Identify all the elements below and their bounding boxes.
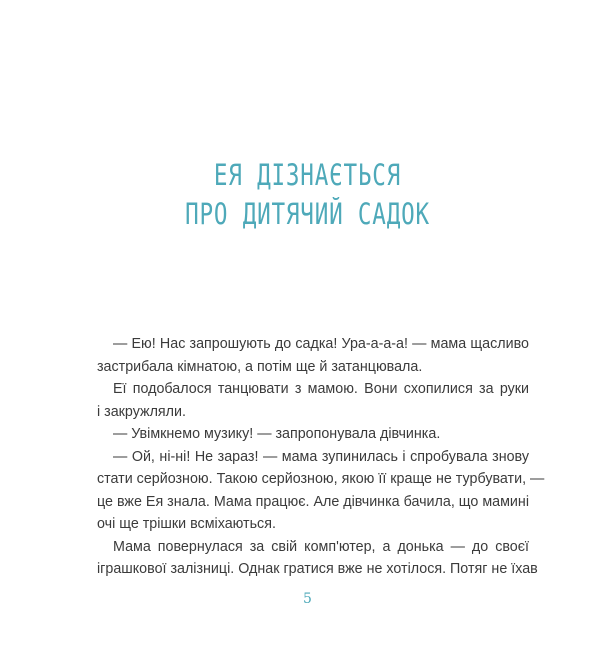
- text-line: і закружляли.: [97, 403, 186, 420]
- text-line: іграшкової залізниці. Однак гратися вже не хотілося. Потяг не їхав: [97, 561, 538, 577]
- text-line: Еї подобалося танцювати з мамою. Вони схопилися за руки: [113, 381, 529, 397]
- text-line: це вже Ея знала. Мама працює. Але дівчинка бачила, що мамині: [97, 493, 529, 510]
- text-line: Мама повернулася за свій комп'ютер, а донька — до своєї: [113, 538, 529, 555]
- text-line: — Ой, ні-ні! Не зараз! — мама зупинилась і спробувала знову: [113, 448, 529, 465]
- text-line: застрибала кімнатою, а потім ще й затанцювала.: [97, 358, 423, 375]
- text-line: очі ще трішки всміхаються.: [97, 516, 276, 532]
- chapter-title-line-1: ЕЯ ДІЗНАЄТЬСЯ: [213, 158, 402, 192]
- text-line: — Ею! Нас запрошують до садка! Ура-а-а-а! — мама щасливо: [113, 336, 529, 352]
- body-text: [97, 333, 545, 581]
- text-line: — Увімкнемо музику! — запропонувала дівчинка.: [113, 426, 441, 442]
- page-number: 5: [303, 591, 312, 607]
- chapter-title-line-2: ПРО ДИТЯЧИЙ САДОК: [185, 197, 430, 231]
- text-line: стати серйозною. Такою серйозною, якою її краще не турбувати, —: [97, 471, 545, 487]
